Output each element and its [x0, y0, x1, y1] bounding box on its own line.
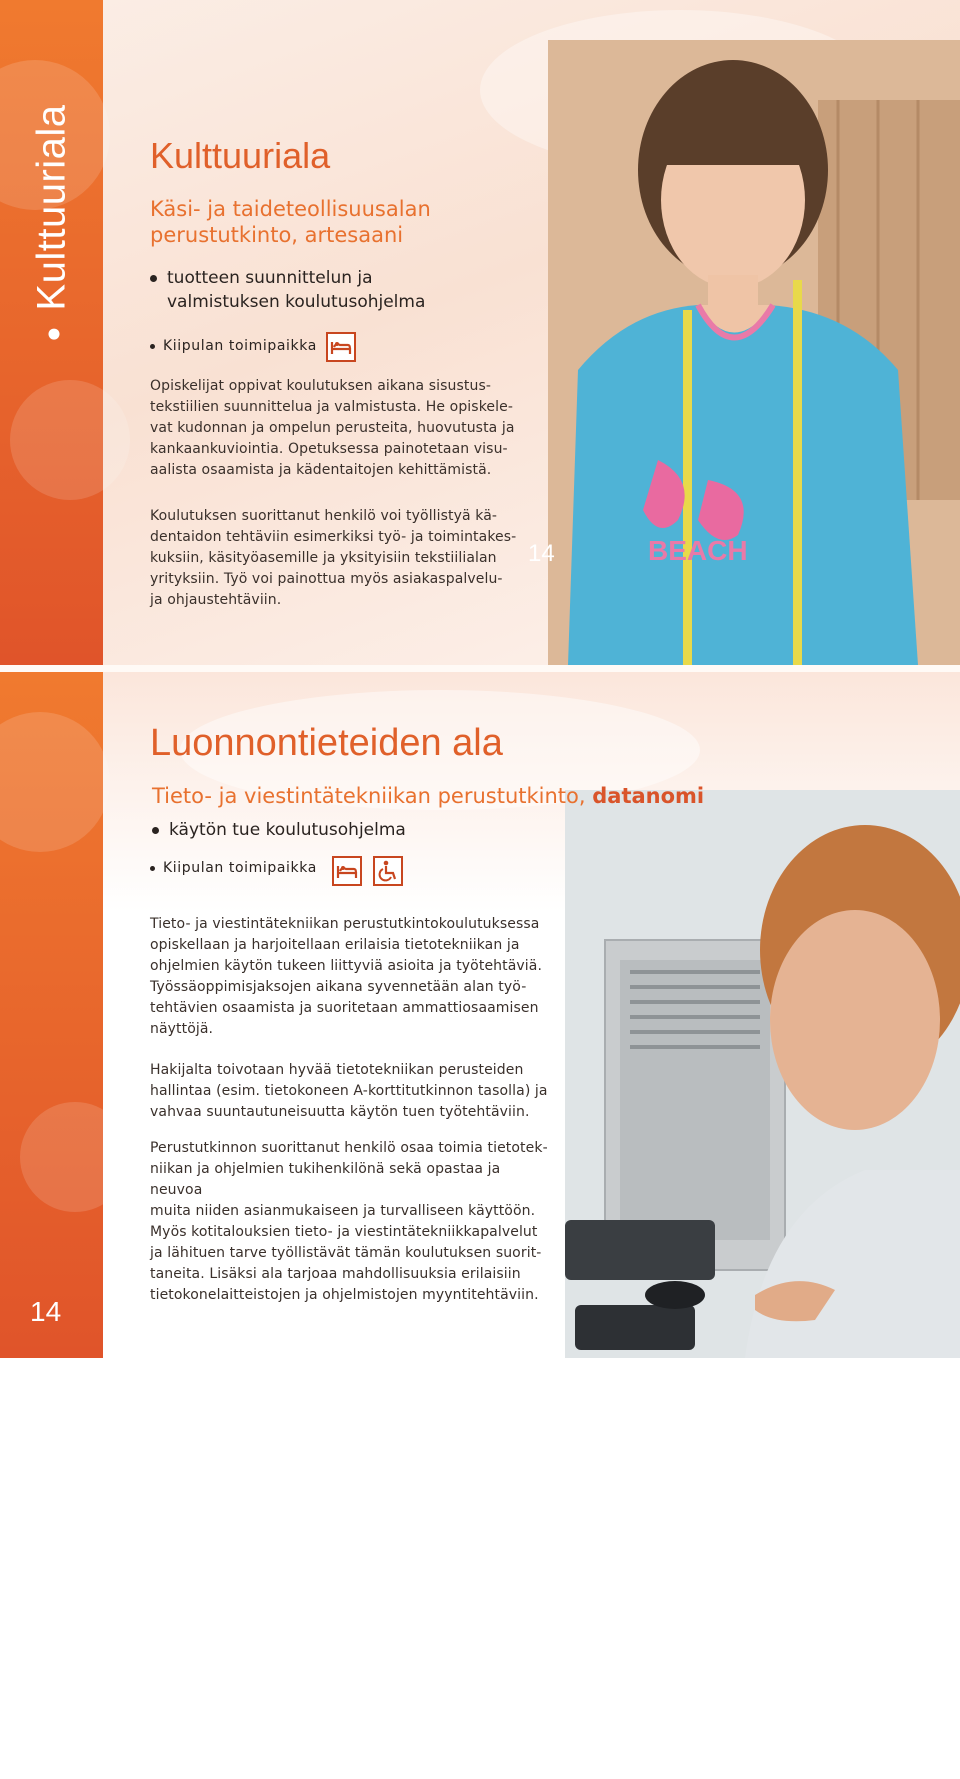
text-line: kuksiin, käsityöasemille ja yksityisiin tekstiilialan: [150, 550, 497, 566]
text-line: ja lähituen tarve työllistävät tämän koulutuksen suorit-: [150, 1245, 542, 1261]
degree-title-bold: datanomi: [592, 784, 705, 808]
location-text: Kiipulan toimipaikka: [163, 860, 317, 876]
text-line: vahvaa suuntautuneisuutta käytön tuen työtehtäviin.: [150, 1104, 530, 1120]
program-bullet: [150, 266, 373, 290]
bed-icon: [326, 332, 356, 362]
degree-subtitle-text: Tieto- ja viestintätekniikan perustutkinto,: [152, 784, 586, 808]
text-line: opiskellaan ja harjoitellaan erilaisia tietotekniikan ja: [150, 937, 520, 953]
sidebar-label-luonnontieteiden: [31, 1405, 73, 1778]
program-bullet-continued: [167, 290, 425, 314]
sidebar-label-kulttuuriala: [30, 104, 75, 339]
text-line: Perustutkinnon suorittanut henkilö osaa toimia tietotek-: [150, 1140, 548, 1156]
text-line: Hakijalta toivotaan hyvää tietotekniikan perusteiden: [150, 1062, 524, 1078]
section-title-luonnontieteiden: Luonnontieteiden ala: [150, 722, 503, 764]
location-text: Kiipulan toimipaikka: [163, 338, 317, 354]
sidebar-label-text: Kulttuuriala: [29, 104, 74, 311]
text-line: tietokonelaitteistojen ja ohjelmistojen myyntitehtäviin.: [150, 1287, 539, 1303]
program-text: käytön tue koulutusohjelma: [169, 820, 406, 840]
section-divider: [0, 665, 960, 672]
text-line: dentaidon tehtäviin esimerkiksi työ- ja toimintakes-: [150, 529, 517, 545]
text-line: tehtävien osaamista ja suoritetaan ammattiosaamisen: [150, 1000, 539, 1016]
bullet-dot: [48, 329, 59, 340]
bed-icon: [332, 856, 362, 886]
sidebar-bubble: [10, 380, 130, 500]
text-line: Myös kotitalouksien tieto- ja viestintätekniikkapalvelut: [150, 1224, 538, 1240]
section2-paragraph1: [150, 914, 550, 1040]
photo-page-mark: 14: [528, 540, 555, 567]
bullet-dot: [49, 1768, 60, 1779]
bullet-dot: [150, 866, 155, 871]
section2-paragraph2: [150, 1060, 550, 1123]
text-line: hallintaa (esim. tietokoneen A-korttitutkinnon tasolla) ja: [150, 1083, 548, 1099]
degree-subtitle: [152, 783, 704, 809]
program-line2: valmistuksen koulutusohjelma: [167, 292, 426, 312]
page-number: 14: [30, 1296, 62, 1327]
text-line: taneita. Lisäksi ala tarjoaa mahdollisuuksia erilaisiin: [150, 1266, 521, 1282]
student-photo-computer: [565, 790, 960, 1358]
sidebar-bubble: [20, 1102, 130, 1212]
section2-paragraph3: [150, 1138, 550, 1306]
program-line1: tuotteen suunnittelun ja: [167, 268, 373, 288]
text-line: Opiskelijat oppivat koulutuksen aikana sisustus-: [150, 378, 492, 394]
text-line: aalista osaamista ja kädentaitojen kehittämistä.: [150, 462, 492, 478]
text-line: ohjelmien käytön tukeen liittyviä asioita ja työtehtäviä.: [150, 958, 542, 974]
photo-illustration: [548, 40, 960, 665]
text-line: niikan ja ohjelmien tukihenkilönä sekä opastaa ja neuvoa: [150, 1161, 501, 1198]
student-photo-textile: [548, 40, 960, 665]
bullet-dot: [150, 275, 157, 282]
text-line: Koulutuksen suorittanut henkilö voi työllistyä kä-: [150, 508, 498, 524]
degree-subtitle-line1: Käsi- ja taideteollisuusalan: [150, 197, 431, 221]
sidebar-top: [0, 0, 103, 665]
location-bullet: [150, 860, 317, 876]
degree-subtitle-line2: perustutkinto, artesaani: [150, 223, 404, 247]
text-line: muita niiden asianmukaiseen ja turvalliseen käyttöön.: [150, 1203, 536, 1219]
text-line: tekstiilien suunnittelua ja valmistusta. He opiskele-: [150, 399, 513, 415]
section1-paragraph1: [150, 376, 530, 481]
text-line: yrityksiin. Työ voi painottua myös asiakaspalvelu-: [150, 571, 503, 587]
text-line: Tieto- ja viestintätekniikan perustutkintokoulutuksessa: [150, 916, 540, 932]
sidebar-label-text: Luonnontieteiden ala: [31, 1405, 72, 1750]
text-line: Työssäoppimisjaksojen aikana syvennetään alan työ-: [150, 979, 527, 995]
sidebar-bubble: [0, 712, 110, 852]
program-bullet: [152, 818, 406, 842]
text-line: kankaankuviointia. Opetuksessa painotetaan visu-: [150, 441, 508, 457]
text-line: ja ohjaustehtäviin.: [150, 592, 282, 608]
text-line: vat kudonnan ja ompelun perusteita, huovutusta ja: [150, 420, 515, 436]
wheelchair-icon: [373, 856, 403, 886]
bullet-dot: [152, 827, 159, 834]
bullet-dot: [150, 344, 155, 349]
section-title-kulttuuriala: Kulttuuriala: [150, 135, 331, 176]
location-bullet: [150, 338, 317, 354]
facility-icons: [326, 332, 356, 362]
facility-icons: [332, 856, 403, 886]
svg-text:BEACH: BEACH: [648, 535, 748, 566]
sidebar-bottom: [0, 672, 103, 1750]
section1-paragraph2: [150, 506, 530, 611]
text-line: näyttöjä.: [150, 1021, 214, 1037]
photo-illustration: [565, 790, 960, 1358]
